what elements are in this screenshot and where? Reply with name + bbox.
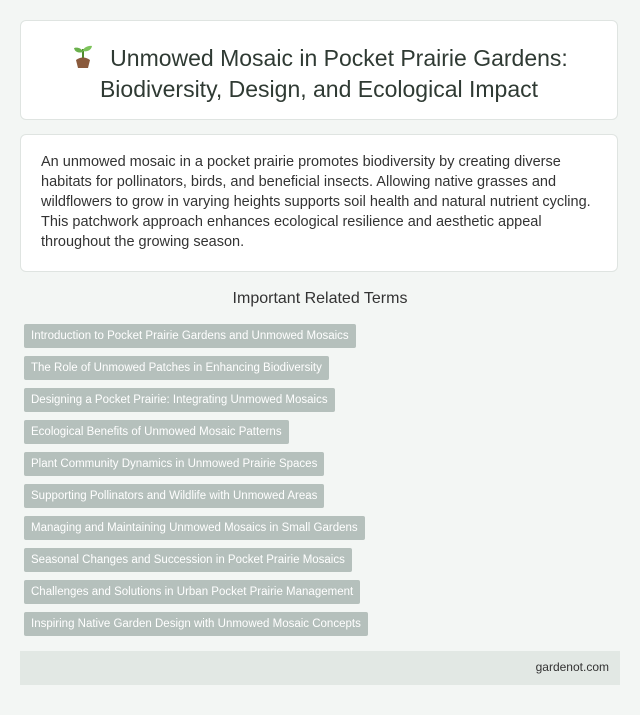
related-term-tag[interactable]: Seasonal Changes and Succession in Pocket Prairie Mosaics xyxy=(24,548,352,572)
related-term-tag[interactable]: Ecological Benefits of Unmowed Mosaic Patterns xyxy=(24,420,289,444)
related-term-tag[interactable]: Plant Community Dynamics in Unmowed Prairie Spaces xyxy=(24,452,324,476)
related-term-tag[interactable]: Challenges and Solutions in Urban Pocket Prairie Management xyxy=(24,580,360,604)
title-line-1: Unmowed Mosaic in Pocket Prairie Gardens: xyxy=(110,45,568,71)
seedling-icon xyxy=(70,43,96,69)
footer xyxy=(20,651,620,685)
related-term-tag[interactable]: Supporting Pollinators and Wildlife with Unmowed Areas xyxy=(24,484,324,508)
related-terms-list xyxy=(24,324,368,644)
page-title xyxy=(21,43,617,105)
related-term-tag[interactable]: The Role of Unmowed Patches in Enhancing Biodiversity xyxy=(24,356,329,380)
related-term-tag[interactable]: Introduction to Pocket Prairie Gardens and Unmowed Mosaics xyxy=(24,324,356,348)
footer-site-link[interactable]: gardenot.com xyxy=(535,660,609,674)
related-term-tag[interactable]: Designing a Pocket Prairie: Integrating Unmowed Mosaics xyxy=(24,388,335,412)
title-card xyxy=(20,20,618,120)
related-term-tag[interactable]: Managing and Maintaining Unmowed Mosaics in Small Gardens xyxy=(24,516,365,540)
summary-text: An unmowed mosaic in a pocket prairie promotes biodiversity by creating diverse habitats for pollinators, birds, and beneficial insects. Allowing native grasses and wildflowers to grow in varying heights supports soil health and natural nutrient cycling. This patchwork approach enhances ecological resilience and aesthetic appeal throughout the growing season. xyxy=(41,154,591,250)
title-line-2: Biodiversity, Design, and Ecological Impact xyxy=(99,76,539,102)
related-term-tag[interactable]: Inspiring Native Garden Design with Unmowed Mosaic Concepts xyxy=(24,612,368,636)
summary-card xyxy=(20,134,618,272)
related-terms-heading: Important Related Terms xyxy=(232,290,408,307)
